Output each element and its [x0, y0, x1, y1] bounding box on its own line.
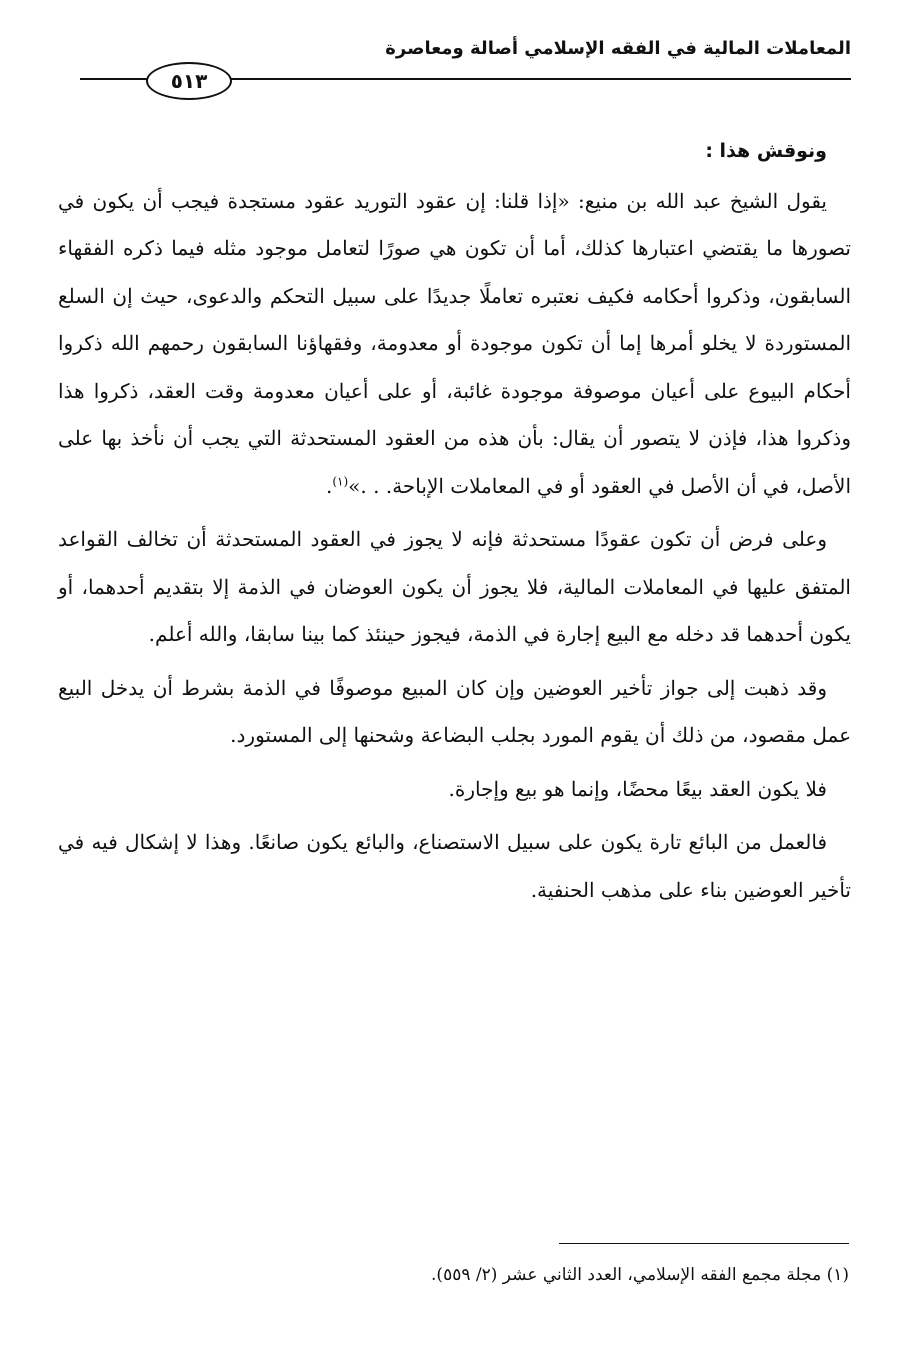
paragraph-5: فالعمل من البائع تارة يكون على سبيل الاستصناع، والبائع يكون صانعًا. وهذا لا إشكال فيه في تأخير العوضين بناء على مذهب الحنفية.	[58, 830, 851, 902]
paragraph-4: فلا يكون العقد بيعًا محضًا، وإنما هو بيع وإجارة.	[448, 776, 827, 801]
main-text	[58, 128, 851, 920]
footnote-rule	[559, 1243, 849, 1244]
paragraph-quote-end: .	[325, 473, 333, 498]
book-title: المعاملات المالية في الفقه الإسلامي أصالة ومعاصرة	[385, 38, 851, 59]
paragraph-quote	[58, 178, 851, 511]
footnote-ref: (١)	[332, 473, 349, 488]
paragraph-quote-text: يقول الشيخ عبد الله بن منيع: «إذا قلنا: إن عقود التوريد عقود مستجدة فيجب أن يكون في تصورها ما يقتضي اعتبارها كذلك، أما أن تكون هي صورًا لتعامل موجود مثله فيما ذكره الفقهاء السابقون، وذكروا أحكامه فكيف نعتبره تعاملًا جديدًا على سبيل التحكم والدعوى، حيث إن السلع المستوردة لا يخلو أمرها إما أن تكون موجودة أو معدومة، وفقهاؤنا السابقون رحمهم الله ذكروا أحكام البيوع على أعيان موصوفة موجودة غائبة، أو على أعيان معدومة وقت العقد، ذكروا هذا وذكروا هذا، فإذن لا يتصور أن يقال: بأن هذه من العقود المستحدثة التي يجب أن نأخذ بها على الأصل، في أن الأصل في العقود أو في المعاملات الإباحة. . .»	[58, 188, 851, 498]
page-number-badge: ٥١٣	[146, 62, 232, 100]
paragraph-2: وعلى فرض أن تكون عقودًا مستحدثة فإنه لا يجوز في العقود المستحدثة أن تخالف القواعد المتفق عليها في المعاملات المالية، فلا يجوز أن يكون العوضان في الذمة إلا بتقديم أحدهما، أو يكون أحدهما قد دخله مع البيع إجارة في الذمة، فيجوز حينئذ كما بينا سابقا، والله أعلم.	[58, 527, 851, 646]
footnote: (١) مجلة مجمع الفقه الإسلامي، العدد الثاني عشر (٢/ ٥٥٩).	[431, 1265, 849, 1285]
running-header	[80, 38, 851, 98]
section-heading: ونوقش هذا :	[705, 140, 827, 162]
paragraph-3: وقد ذهبت إلى جواز تأخير العوضين وإن كان المبيع موصوفًا في الذمة بشرط أن يدخل البيع عمل مقصود، من ذلك أن يقوم المورد بجلب البضاعة وشحنها إلى المستورد.	[58, 675, 851, 747]
